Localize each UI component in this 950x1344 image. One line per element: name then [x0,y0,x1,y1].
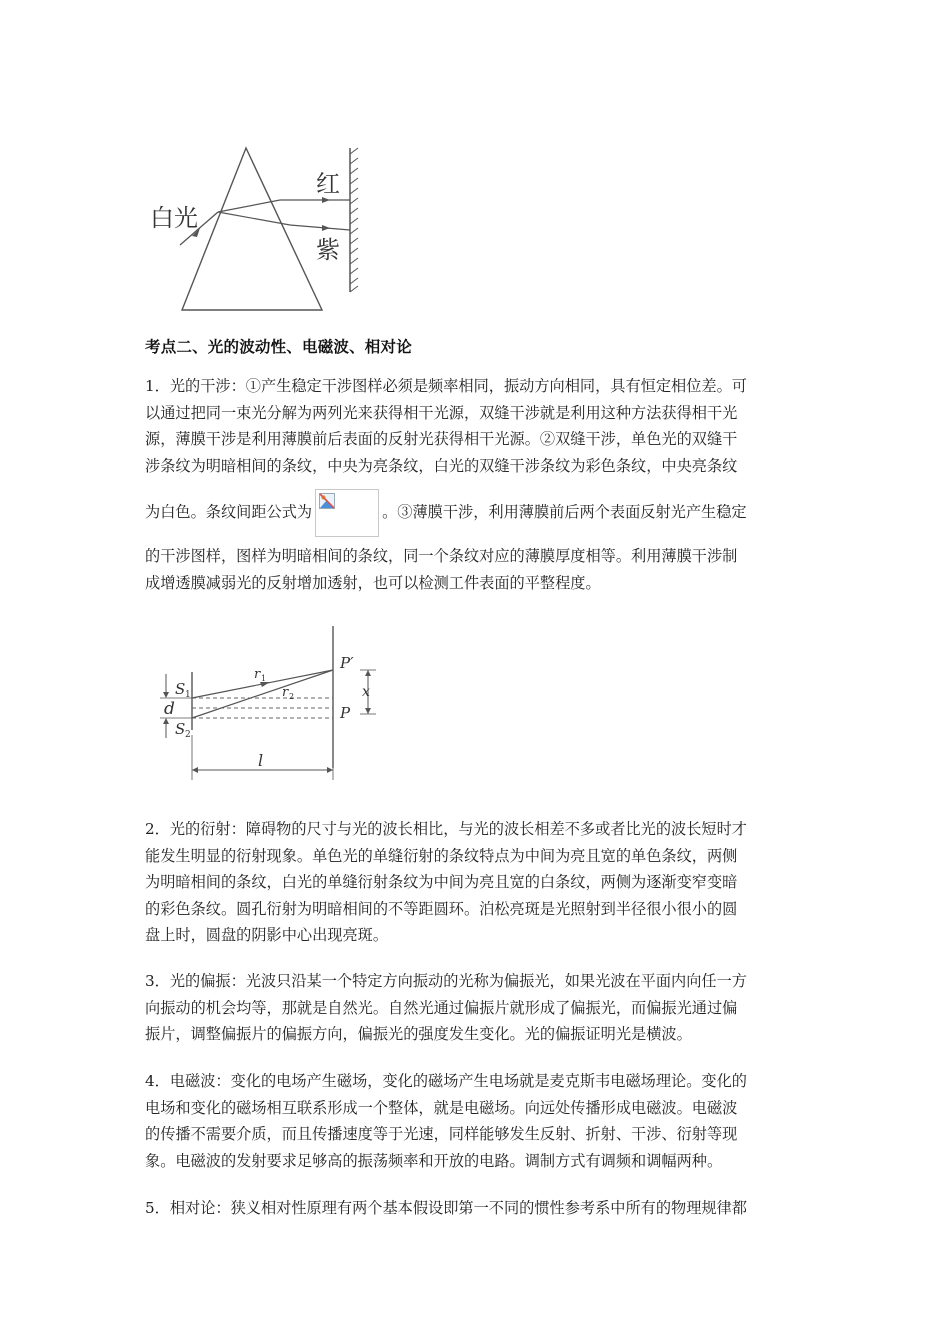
formula-lead-text: 为白色。条纹间距公式为 [145,503,313,521]
text-line: 源，薄膜干涉是利用薄膜前后表面的反射光获得相干光源。②双缝干涉，单色光的双缝干 [145,430,738,448]
text-line: 能发生明显的衍射现象。单色光的单缝衍射的条纹特点为中间为亮且宽的单色条纹，两侧 [145,846,738,865]
formula-image-placeholder [315,489,379,537]
text-line: 电场和变化的磁场相互联系形成一个整体，就是电磁场。向远处传播形成电磁波。电磁波 [145,1098,738,1117]
r1-label: r [254,667,261,682]
paragraph-electromagnetic-wave [145,1068,807,1174]
d-label: d [164,699,175,719]
white-light-label: 白光 [150,204,198,232]
text-line: 2．光的衍射：障碍物的尺寸与光的波长相比，与光的波长相差不多或者比光的波长短时才 [145,820,747,838]
text-line: 涉条纹为明暗相间的条纹，中央为亮条纹，白光的双缝干涉条纹为彩色条纹，中央亮条纹 [145,456,738,475]
section-heading: 考点二、光的波动性、电磁波、相对论 [145,337,412,356]
formula-line [145,489,807,535]
formula-trail-text: 。③薄膜干涉，利用薄膜前后两个表面反射光产生稳定 [382,503,747,521]
prism-diagram [150,140,370,315]
text-line: 为明暗相间的条纹，白光的单缝衍射条纹为中间为亮且宽的白条纹，两侧为逐渐变窄变暗 [145,873,738,891]
text-line: 5．相对论：狭义相对性原理有两个基本假设即第一不同的惯性参考系中所有的物理规律都 [145,1199,747,1217]
text-line: 盘上时，圆盘的阴影中心出现亮斑。 [145,926,388,944]
text-line: 以通过把同一束光分解为两列光来获得相干光源，双缝干涉就是利用这种方法获得相干光 [145,403,738,422]
red-ray-inside [218,200,280,212]
r2-label: r [282,685,289,700]
red-label: 红 [316,170,340,198]
text-line: 振片，调整偏振片的偏振方向，偏振光的强度发生变化。光的偏振证明光是横波。 [145,1025,692,1043]
r2-subscript: 2 [289,692,295,701]
r1-subscript: 1 [261,674,267,683]
s2-label: S [175,720,186,738]
paragraph-polarization [145,968,807,1048]
violet-ray-out [290,225,350,230]
paragraph-relativity [145,1195,807,1222]
violet-arrow-icon [322,225,330,231]
x-arrowhead-down-icon [365,708,371,714]
l-arrowhead-right-icon [327,767,333,773]
text-line: 的彩色条纹。圆孔衍射为明暗相间的不等距圆环。泊松亮斑是光照射到半径很小很小的圆 [145,899,738,918]
l-label: l [258,751,264,770]
text-line: 的干涉图样，图样为明暗相间的条纹，同一个条纹对应的薄膜厚度相等。利用薄膜干涉制 [145,547,738,565]
p-prime-label: P′ [340,654,354,672]
double-slit-figure [150,620,390,785]
prism-dispersion-figure [150,140,370,315]
text-line: 4．电磁波：变化的电场产生磁场，变化的磁场产生电场就是麦克斯韦电磁场理论。变化的 [145,1072,747,1090]
violet-label: 紫 [316,236,340,264]
text-line: 3．光的偏振：光波只沿某一个特定方向振动的光称为偏振光，如果光波在平面内向任一方 [145,972,747,990]
text-line: 的传播不需要介质，而且传播速度等于光速，同样能够发生反射、折射、干涉、衍射等现 [145,1125,738,1143]
s1-subscript: 1 [185,690,191,700]
text-line: 成增透膜减弱光的反射增加透射，也可以检测工件表面的平整程度。 [145,573,601,592]
paragraph-interference [145,373,807,596]
s2-subscript: 2 [185,730,191,740]
screen-hatching [350,148,358,292]
x-arrowhead-up-icon [365,670,371,676]
broken-image-icon [319,493,335,509]
prism-shape [182,148,322,310]
s1-label: S [175,680,186,698]
text-line: 1．光的干涉：①产生稳定干涉图样必须是频率相同，振动方向相同，具有恒定相位差。可 [145,377,747,395]
paragraph-diffraction [145,816,807,949]
d-arrowhead-down-icon [163,692,169,698]
text-line: 向振动的机会均等，那就是自然光。自然光通过偏振片就形成了偏振光，而偏振光通过偏 [145,998,738,1017]
l-arrowhead-left-icon [192,767,198,773]
x-label: x [362,684,370,700]
double-slit-diagram [150,620,390,785]
p-label: P [340,704,351,722]
text-line: 象。电磁波的发射要求足够高的振荡频率和开放的电路。调制方式有调频和调幅两种。 [145,1151,723,1170]
